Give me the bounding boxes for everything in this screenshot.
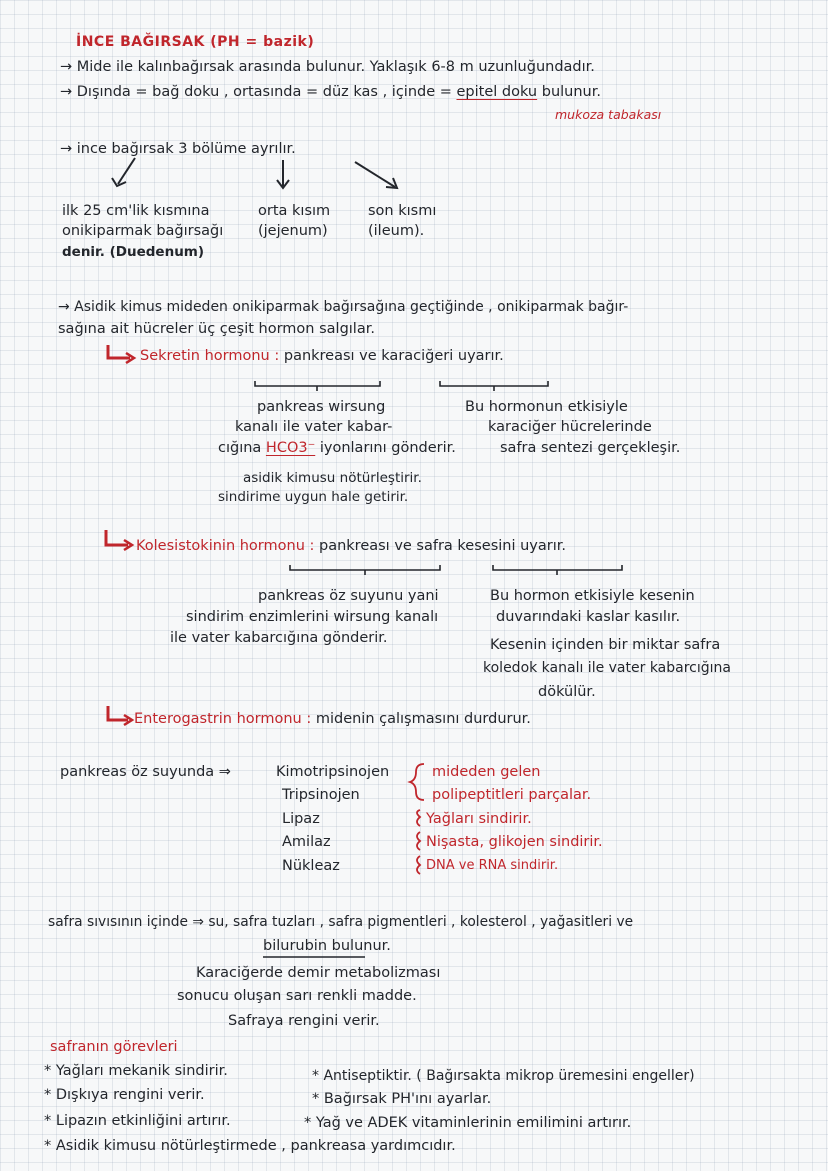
hco3-ion: HCO3⁻	[265, 440, 316, 456]
gorevler-title: safranın görevleri	[50, 1039, 178, 1055]
intro-line-2-c: bulunur.	[541, 84, 601, 100]
part2-line-1: orta kısım	[258, 203, 331, 219]
sekretin-right-3: safra sentezi gerçekleşir.	[500, 440, 681, 456]
part2-line-2: (jejenum)	[258, 223, 328, 239]
intro-line-1: → Mide ile kalınbağırsak arasında bulunur. Yaklaşık 6-8 m uzunluğundadır.	[60, 59, 595, 75]
gorev-left-2: * Dışkıya rengini verir.	[44, 1087, 205, 1103]
safra-note-1: Karaciğerde demir metabolizması	[196, 965, 441, 981]
bilurubin: bilurubin	[263, 938, 328, 954]
sekretin-rest: pankreası ve karaciğeri uyarır.	[283, 348, 504, 364]
part3-line-1: son kısmı	[368, 203, 437, 219]
gorev-right-2: * Bağırsak PH'ını ayarlar.	[312, 1091, 492, 1107]
kolesistokinin-left-1: pankreas öz suyunu yani	[258, 588, 439, 604]
enzyme-name-2: Tripsinojen	[282, 787, 360, 803]
enzyme-name-3: Lipaz	[282, 811, 320, 827]
gorev-right-3: * Yağ ve ADEK vitaminlerinin emilimini artırır.	[304, 1115, 632, 1131]
kolesistokinin-left-3: ile vater kabarcığına gönderir.	[170, 630, 388, 646]
part1-line-2: onikiparmak bağırsağı	[62, 223, 224, 239]
sekretin-left-3	[218, 439, 456, 457]
gorev-left-4: * Asidik kimusu nötürleştirmede , pankreasa yardımcıdır.	[44, 1138, 456, 1154]
enterogastrin-head: Enterogastrin hormonu :	[134, 711, 312, 727]
mukoza-label: mukoza tabakası	[555, 107, 662, 122]
kolesistokinin-right-5: dökülür.	[538, 684, 596, 700]
enterogastrin-line	[134, 710, 531, 728]
part1-line-1: ilk 25 cm'lik kısmına	[62, 203, 210, 219]
enzyme-effect-1: mideden gelen	[432, 764, 541, 780]
sekretin-left-5: sindirime uygun hale getirir.	[218, 489, 409, 505]
enterogastrin-rest: midenin çalışmasını durdurur.	[315, 711, 531, 727]
gorev-right-1: * Antiseptiktir. ( Bağırsakta mikrop üremesini engeller)	[312, 1068, 695, 1084]
page-title: İNCE BAĞIRSAK (PH = bazik)	[76, 34, 315, 50]
safra-note-2: sonucu oluşan sarı renkli madde.	[177, 988, 417, 1004]
gorev-left-3: * Lipazın etkinliğini artırır.	[44, 1113, 231, 1129]
kolesistokinin-left-2: sindirim enzimlerini wirsung kanalı	[186, 609, 439, 625]
safra-line-2	[263, 937, 391, 955]
acid-line-2: sağına ait hücreler üç çeşit hormon salgılar.	[58, 321, 375, 337]
sekretin-left-1: pankreas wirsung	[257, 399, 386, 415]
epitel-doku: epitel doku	[456, 84, 538, 100]
sekretin-left-2: kanalı ile vater kabar-	[235, 419, 393, 435]
sekretin-right-2: karaciğer hücrelerinde	[488, 419, 652, 435]
enzyme-name-5: Nükleaz	[282, 858, 340, 874]
sekretin-left-3b: iyonlarını gönderir.	[319, 440, 456, 456]
kolesistokinin-head: Kolesistokinin hormonu :	[136, 538, 315, 554]
sekretin-left-3a: cığına	[218, 440, 262, 456]
kolesistokinin-right-2: duvarındaki kaslar kasılır.	[496, 609, 681, 625]
kolesistokinin-right-4: koledok kanalı ile vater kabarcığına	[483, 660, 731, 676]
enzymes-label: pankreas öz suyunda ⇒	[60, 764, 231, 780]
enzyme-name-4: Amilaz	[282, 834, 331, 850]
acid-line-1: → Asidik kimus mideden onikiparmak bağırsağına geçtiğinde , onikiparmak bağır-	[58, 299, 629, 315]
enzyme-name-1: Kimotripsinojen	[276, 764, 390, 780]
enzyme-effect-3: Yağları sindirir.	[426, 811, 532, 827]
part1-line-3: denir. (Duedenum)	[62, 244, 205, 260]
enzyme-effect-5: DNA ve RNA sindirir.	[426, 858, 559, 873]
kolesistokinin-right-1: Bu hormon etkisiyle kesenin	[490, 588, 695, 604]
kolesistokinin-rest: pankreası ve safra kesesini uyarır.	[319, 538, 567, 554]
intro-line-2-a: → Dışında = bağ doku , ortasında = düz kas , içinde =	[60, 84, 452, 100]
kolesistokinin-right-3: Kesenin içinden bir miktar safra	[490, 637, 721, 653]
gorev-left-1: * Yağları mekanik sindirir.	[44, 1063, 228, 1079]
sections-intro: → ince bağırsak 3 bölüme ayrılır.	[60, 141, 296, 157]
sekretin-left-4: asidik kimusu nötürleştirir.	[243, 470, 422, 486]
safra-note-3: Safraya rengini verir.	[228, 1013, 380, 1029]
kolesistokinin-line	[136, 537, 566, 555]
safra-line-1: safra sıvısının içinde ⇒ su, safra tuzları , safra pigmentleri , kolesterol , yağasitleri ve	[48, 914, 634, 930]
sekretin-head: Sekretin hormonu :	[140, 348, 280, 364]
sekretin-right-1: Bu hormonun etkisiyle	[465, 399, 628, 415]
enzyme-effect-4: Nişasta, glikojen sindirir.	[426, 834, 603, 850]
sekretin-line	[140, 347, 504, 365]
enzyme-effect-2: polipeptitleri parçalar.	[432, 787, 592, 803]
part3-line-2: (ileum).	[368, 223, 425, 239]
safra-bulunur: bulunur.	[331, 938, 391, 954]
